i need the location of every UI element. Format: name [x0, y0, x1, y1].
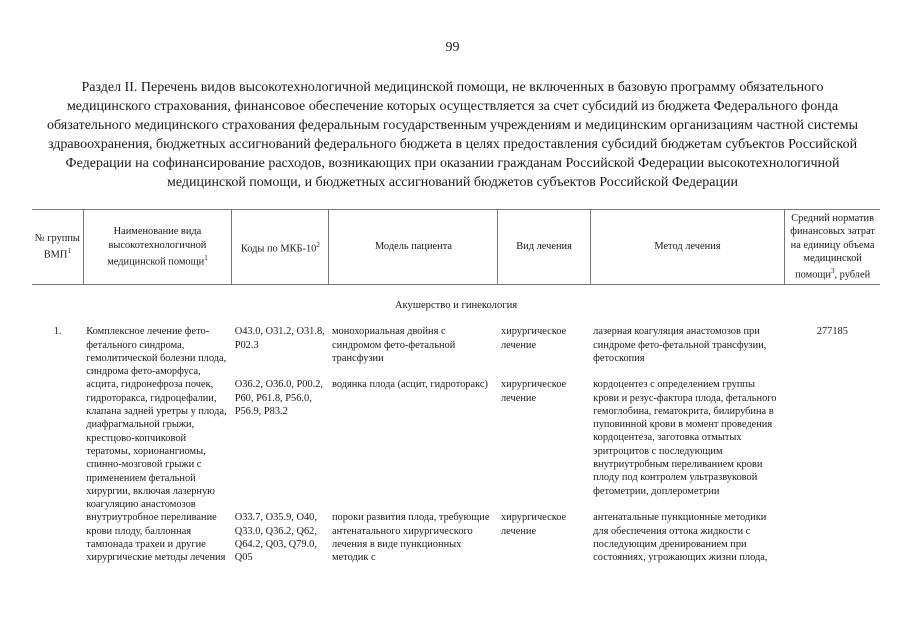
header-group-no: № группы ВМП$^1$ — [32, 210, 83, 285]
icd-codes-cell: O33.7, O35.9, O40, Q33.0, Q36.2, Q62, Q64.2, Q03, Q79.0, Q05 — [234, 512, 317, 564]
treatment-method-cell: лазерная коагуляция анастомозов при синдроме фето-фетальной трансфузии, фетоскопия — [593, 326, 767, 364]
treatment-type-cell: хирургическое лечение — [500, 379, 567, 404]
treatment-method-cell: кордоцентез с определением группы крови и резус-фактора плода, фетального гемоглобина, гематокрита, билирубина в пуповинной крови в момент проведения кордоцентеза, заготовка отмытых эритроцитов с последующим внутриутробным переливанием крови плоду под контролем ультразвуковой фетометрии, доплерометрии — [593, 379, 777, 497]
patient-model-cell: монохориальная двойня с синдромом фето-фетальной трансфузии — [331, 326, 456, 364]
patient-model-cell: пороки развития плода, требующие антенатального хирургического лечения в виде пункционных методик с — [331, 512, 490, 564]
header-treatment-type: Вид лечения — [498, 210, 590, 285]
header-cost-norm: Средний норматив финансовых затрат на единицу объема медицинской помощи$^3$, рублей — [785, 210, 880, 285]
section-label: Акушерство и гинекология — [394, 299, 518, 311]
group-number: 1. — [53, 326, 62, 338]
header-treatment-method: Метод лечения — [590, 210, 785, 285]
cost-cell: 277185 — [816, 326, 848, 338]
vmp-name-cell: Комплексное лечение фето-фетального синдрома, гемолитической болезни плода, синдрома фето-аморфуса, асцита, гидронефроза почек, гидроторакса, гидроцефалии, клапана задней уретры у плода, диафрагмальной грыжи, крестцово-копчиковой тератомы, хорионангиомы, спинно-мозговой грыжи с применением фетальной хирургии, включая лазерную коагуляцию анастомозов внутриутробное переливание крови плоду, баллонная тампонада трахеи и другие хирургические методы лечения — [86, 326, 227, 564]
page-number: 99 — [445, 40, 460, 55]
icd-codes-cell: O36.2, O36.0, P00.2, P60, P61.8, P56.0, P56.9, P83.2 — [234, 379, 324, 417]
vmp-table — [32, 209, 880, 565]
treatment-method-cell: антенатальные пункционные методики для обеспечения оттока жидкости с последующим дренированием при состояниях, угрожающих жизни плода, — [593, 512, 768, 564]
section-title: Раздел II. Перечень видов высокотехнологичной медицинской помощи, не включенных в базовую программу обязательного медицинского страхования, финансовое обеспечение которых осуществляется за счет субсидий из бюджета Федерального фонда обязательного медицинского страхования федеральным государственным учреждениям и медицинским организациям частной системы здравоохранения, бюджетных ассигнований федерального бюджета в целях предоставления субсидий бюджетам субъектов Российской Федерации на софинансирование расходов, возникающих при оказании гражданам Российской Федерации высокотехнологичной медицинской помощи, и бюджетных ассигнований бюджетов субъектов Российской Федерации — [46, 80, 858, 190]
header-vmp-name: Наименование вида высокотехнологичной медицинской помощи$^1$ — [83, 210, 232, 285]
treatment-type-cell: хирургическое лечение — [500, 512, 567, 537]
treatment-type-cell: хирургическое лечение — [500, 326, 567, 351]
table-header-row — [32, 210, 880, 285]
table-row — [32, 325, 880, 378]
header-patient-model: Модель пациента — [329, 210, 498, 285]
patient-model-cell: водянка плода (асцит, гидроторакс) — [331, 379, 488, 391]
section-row — [32, 284, 880, 325]
header-icd-codes: Коды по МКБ-$10^2$ — [232, 210, 329, 285]
icd-codes-cell: O43.0, O31.2, O31.8, P02.3 — [234, 326, 325, 351]
